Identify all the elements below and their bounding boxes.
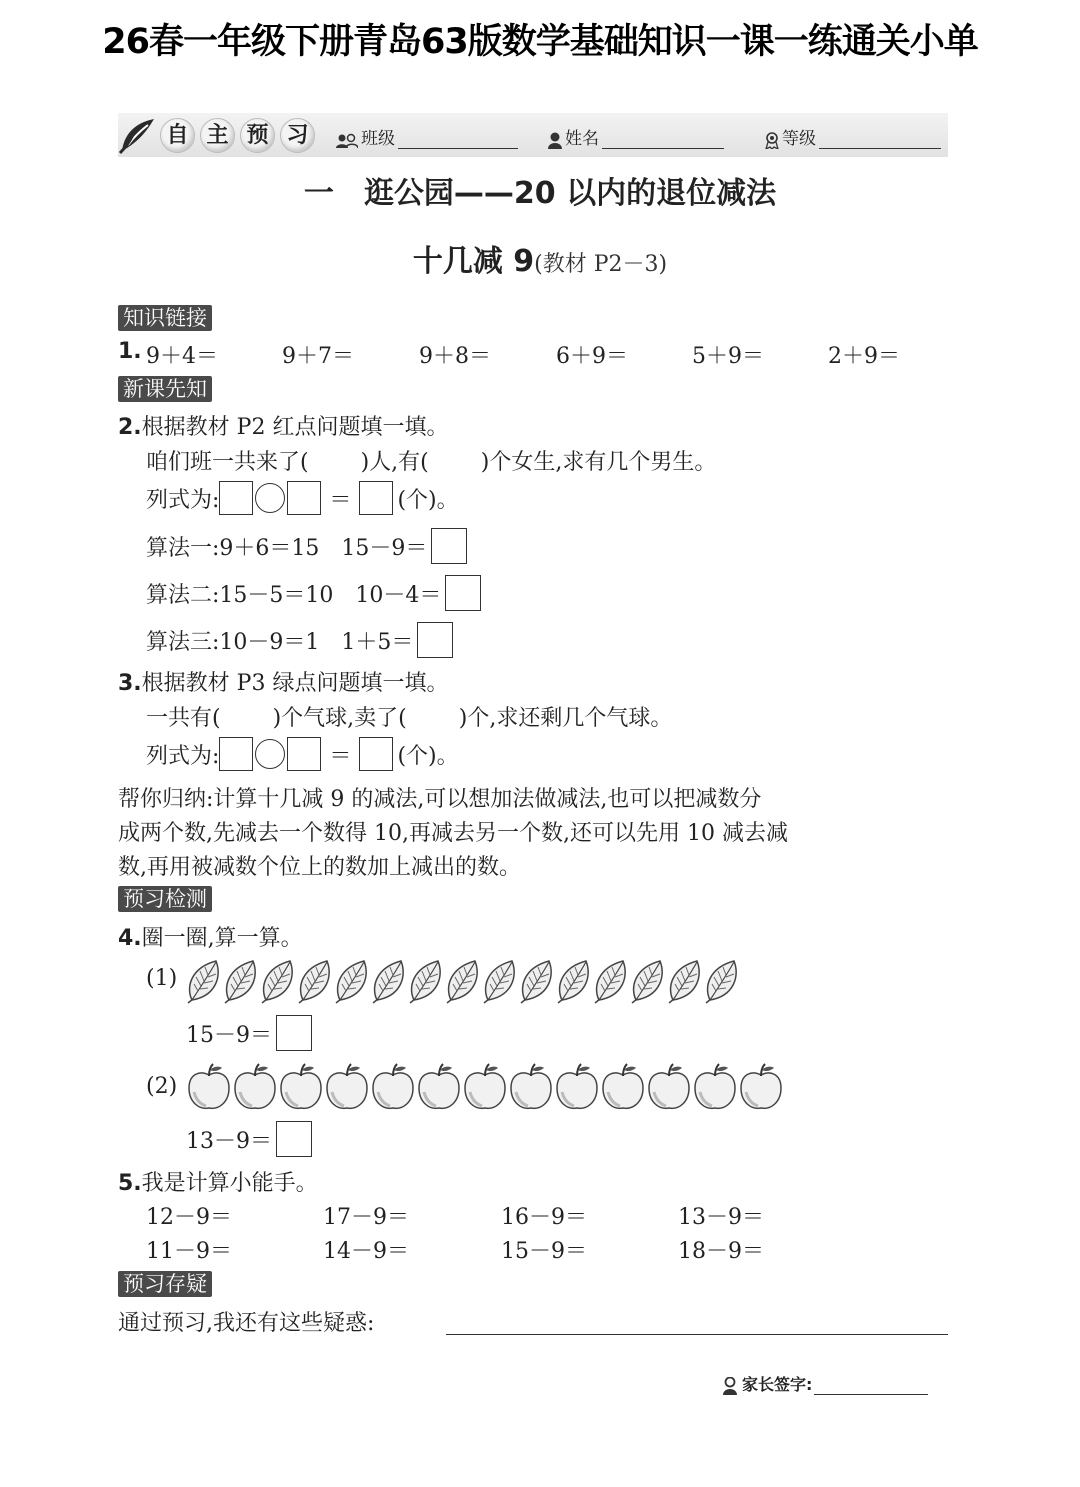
grade-label: 等级: [782, 129, 816, 149]
method-text: 算法三:10－9＝1 1＋5＝: [146, 629, 414, 655]
review-item: 9＋4＝: [146, 344, 218, 369]
calc-item: 14－9＝: [323, 1239, 409, 1264]
section-tag-new-lesson: 新课先知: [118, 376, 212, 402]
answer-box[interactable]: [359, 737, 393, 771]
leaf-icon: [519, 958, 556, 1004]
section-badge: [160, 118, 315, 153]
leaf-icon: [482, 958, 519, 1004]
class-input-line[interactable]: [398, 130, 518, 149]
equation-text: 15－9＝: [186, 1022, 272, 1048]
medal-icon: [765, 132, 779, 149]
answer-box[interactable]: [445, 575, 481, 611]
method-row: [146, 622, 453, 658]
apple-icon: [186, 1062, 232, 1112]
question-number: 1.: [118, 339, 142, 364]
apple-icon: [554, 1062, 600, 1112]
apple-icon: [278, 1062, 324, 1112]
q3-prompt-line: [118, 666, 448, 697]
badge-char: 自: [160, 118, 195, 153]
calc-item: 16－9＝: [501, 1205, 587, 1230]
leaf-icon: [297, 958, 334, 1004]
answer-box[interactable]: [287, 737, 321, 771]
review-item: 5＋9＝: [692, 344, 764, 369]
leaf-icon: [445, 958, 482, 1004]
review-item: 9＋7＝: [282, 344, 354, 369]
answer-box[interactable]: [359, 481, 393, 515]
summary-line: 成两个数,先减去一个数得 10,再减去另一个数,还可以先用 10 减去减: [118, 821, 788, 846]
equation-text: 13－9＝: [186, 1128, 272, 1154]
answer-box[interactable]: [219, 481, 253, 515]
q3-text-a: 一共有(: [146, 706, 221, 731]
badge-char: 预: [240, 118, 275, 153]
equals-sign: ＝: [329, 743, 352, 769]
q2-text-a: 咱们班一共来了(: [146, 450, 309, 475]
method-text: 算法一:9＋6＝15 15－9＝: [146, 535, 428, 561]
q2-formula-row: [146, 481, 459, 515]
q3-text-b: )个气球,卖了(: [272, 706, 407, 731]
q4-part1-eq: [186, 1015, 312, 1051]
badge-char: 主: [200, 118, 235, 153]
method-row: [146, 575, 481, 611]
operator-circle[interactable]: [255, 483, 285, 513]
leaf-icon: [704, 958, 741, 1004]
parent-sign-label: 家长签字:: [742, 1375, 813, 1394]
calc-item: 12－9＝: [146, 1205, 232, 1230]
unit-label: (个)。: [397, 743, 459, 769]
calc-item: 13－9＝: [678, 1205, 764, 1230]
section-tag-preview-check: 预习检测: [118, 886, 212, 912]
q4-part1-label: (1): [146, 966, 178, 991]
people-icon: [336, 133, 358, 149]
answer-box[interactable]: [287, 481, 321, 515]
person-icon: [722, 1377, 738, 1395]
answer-box[interactable]: [417, 622, 453, 658]
unit-title: 一 逛公园——20 以内的退位减法: [303, 176, 777, 211]
q2-text-b: )人,有(: [360, 450, 429, 475]
calc-item: 11－9＝: [146, 1239, 232, 1264]
section-tag-preview-doubts: 预习存疑: [118, 1271, 212, 1297]
lesson-reference: (教材 P2－3): [534, 252, 668, 277]
calc-item: 17－9＝: [323, 1205, 409, 1230]
calc-item: 15－9＝: [501, 1239, 587, 1264]
review-item: 6＋9＝: [556, 344, 628, 369]
leaf-logo-icon: [118, 115, 158, 155]
leaf-icon: [556, 958, 593, 1004]
class-label: 班级: [361, 129, 395, 149]
summary-line: 数,再用被减数个位上的数加上减出的数。: [118, 855, 521, 880]
leaf-icon: [223, 958, 260, 1004]
apple-icon: [370, 1062, 416, 1112]
leaf-icon: [593, 958, 630, 1004]
answer-box[interactable]: [276, 1015, 312, 1051]
apple-icon: [692, 1062, 738, 1112]
q3-text-c: )个,求还剩几个气球。: [458, 706, 673, 731]
review-item: 2＋9＝: [828, 344, 900, 369]
section-tag-knowledge-link: 知识链接: [118, 305, 212, 331]
leaf-row: [186, 958, 741, 1004]
doubts-input-line[interactable]: [446, 1334, 948, 1335]
q4-part2-eq: [186, 1121, 312, 1157]
q4-prompt-line: [118, 921, 303, 952]
q5-prompt: 我是计算小能手。: [141, 1171, 318, 1196]
person-icon: [548, 132, 562, 149]
lesson-heading: [0, 236, 1080, 280]
leaf-icon: [260, 958, 297, 1004]
question-number: 3.: [118, 671, 142, 696]
q4-prompt: 圈一圈,算一算。: [141, 926, 303, 951]
q3-fill-sentence: [146, 701, 672, 732]
page-title: 26春一年级下册青岛63版数学基础知识一课一练通关小单: [102, 22, 978, 62]
equals-sign: ＝: [329, 487, 352, 513]
lesson-title: 十几减 9: [412, 244, 535, 279]
name-label: 姓名: [565, 129, 599, 149]
apple-row: [186, 1062, 784, 1112]
name-field: [548, 124, 724, 149]
parent-sign-field: [722, 1372, 928, 1395]
answer-box[interactable]: [276, 1121, 312, 1157]
leaf-icon: [186, 958, 223, 1004]
name-input-line[interactable]: [602, 130, 724, 149]
doubts-prompt: 通过预习,我还有这些疑惑:: [118, 1311, 375, 1336]
formula-label: 列式为:: [146, 743, 220, 769]
leaf-icon: [408, 958, 445, 1004]
apple-icon: [738, 1062, 784, 1112]
question-number: 4.: [118, 926, 142, 951]
leaf-icon: [667, 958, 704, 1004]
q4-part2-label: (2): [146, 1074, 178, 1099]
review-item: 9＋8＝: [419, 344, 491, 369]
formula-label: 列式为:: [146, 487, 220, 513]
question-number: 5.: [118, 1171, 142, 1196]
grade-input-line[interactable]: [819, 130, 941, 149]
apple-icon: [646, 1062, 692, 1112]
q3-prompt: 根据教材 P3 绿点问题填一填。: [141, 671, 449, 696]
answer-box[interactable]: [431, 528, 467, 564]
badge-char: 习: [280, 118, 315, 153]
q5-prompt-line: [118, 1166, 318, 1197]
method-row: [146, 528, 467, 564]
leaf-icon: [630, 958, 667, 1004]
answer-box[interactable]: [219, 737, 253, 771]
method-text: 算法二:15－5＝10 10－4＝: [146, 582, 442, 608]
calc-item: 18－9＝: [678, 1239, 764, 1264]
summary-line: 帮你归纳:计算十几减 9 的减法,可以想加法做减法,也可以把减数分: [118, 787, 762, 812]
class-field: [336, 124, 518, 149]
leaf-icon: [371, 958, 408, 1004]
question-number: 2.: [118, 415, 142, 440]
q2-fill-sentence: [146, 445, 716, 476]
operator-circle[interactable]: [255, 739, 285, 769]
q2-prompt: 根据教材 P2 红点问题填一填。: [141, 415, 449, 440]
unit-label: (个)。: [397, 487, 459, 513]
apple-icon: [232, 1062, 278, 1112]
q2-text-c: )个女生,求有几个男生。: [480, 450, 717, 475]
grade-field: [765, 124, 941, 149]
apple-icon: [462, 1062, 508, 1112]
q2-prompt-line: [118, 410, 448, 441]
apple-icon: [416, 1062, 462, 1112]
parent-sign-line[interactable]: [814, 1376, 928, 1395]
apple-icon: [600, 1062, 646, 1112]
leaf-icon: [334, 958, 371, 1004]
q3-formula-row: [146, 737, 459, 771]
apple-icon: [324, 1062, 370, 1112]
apple-icon: [508, 1062, 554, 1112]
